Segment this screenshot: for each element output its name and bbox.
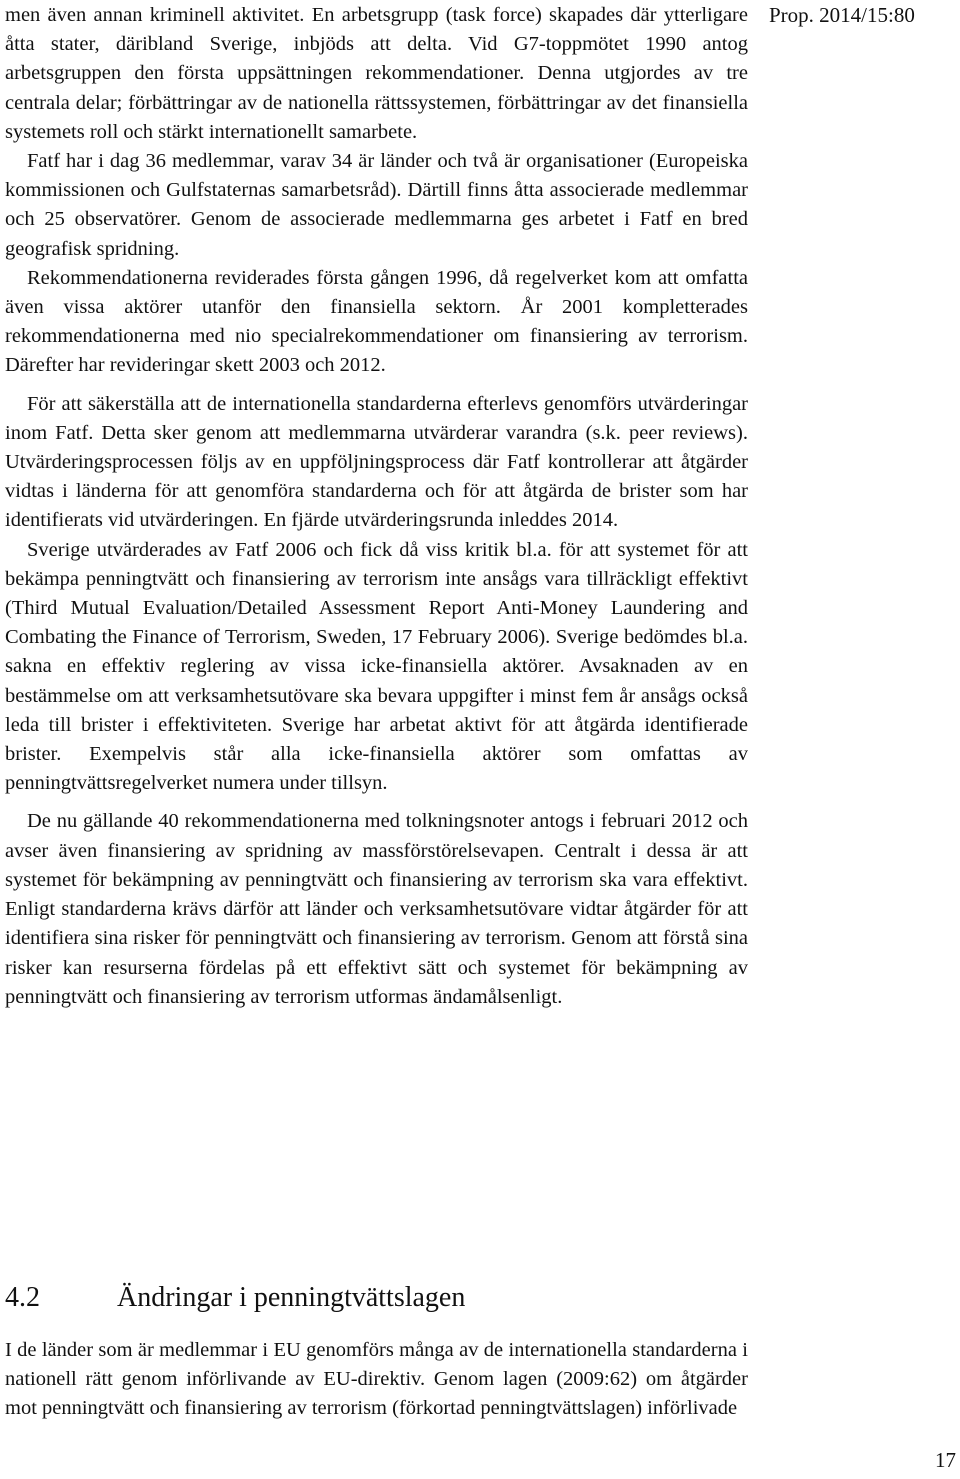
body-text <box>5 1 748 1012</box>
page-number: 17 <box>935 1448 956 1472</box>
paragraph: För att säkerställa att de internationella standarderna efterlevs genomförs utvärderingar inom Fatf. Detta sker genom att medlemmarna utvärderar varandra (s.k. peer reviews). Utvärderingsprocessen följs av en uppföljningsprocess där Fatf kontrollerar att åtgärder vidtas i länderna för att genomföra standarderna och för att åtgärda de brister som har identifierats vid utvärderingen. En fjärde utvärderingsrunda inleddes 2014. <box>5 392 748 532</box>
paragraph: Rekommendationerna reviderades första gången 1996, då regelverket kom att omfatta även vissa aktörer utanför den finansiella sektorn. År 2001 kompletterades rekommendationerna med nio specialrekommendationer om finansiering av terrorism. Därefter har revideringar skett 2003 och 2012. <box>5 266 748 377</box>
section-heading <box>5 1280 465 1316</box>
paragraph: De nu gällande 40 rekommendationerna med tolkningsnoter antogs i februari 2012 och avser även finansiering av spridning av massförstörelsevapen. Centralt i dessa är att systemet för bekämpning av penningtvätt och finansiering av terrorism ska vara effektivt. Enligt standarderna krävs därför att länder och verksamhetsutövare vidtar åtgärder för att identifiera sina risker för penningtvätt och finansiering av terrorism. Genom att förstå sina risker kan resurserna fördelas på ett effektivt sätt och systemet för bekämpning av penningtvätt och finansiering av terrorism utformas ändamålsenligt. <box>5 810 748 1008</box>
proposition-reference: Prop. 2014/15:80 <box>769 3 915 27</box>
section-title: Ändringar i penningtvättslagen <box>117 1282 466 1313</box>
section-number: 4.2 <box>5 1282 40 1313</box>
paragraph: Fatf har i dag 36 medlemmar, varav 34 är länder och två är organisationer (Europeiska kommissionen och Gulfstaternas samarbetsråd). Därtill finns åtta associerade medlemmar och 25 observatörer. Genom de associerade medlemmarna ges arbetet i Fatf en bred geografisk spridning. <box>5 150 748 260</box>
paragraph: Sverige utvärderades av Fatf 2006 och fick då viss kritik bl.a. för att systemet för att bekämpa penningtvätt och finansiering av terrorism inte ansågs vara tillräckligt effektivt (Third Mutual Evaluation/Detailed Assessment Report Anti-Money Laundering and Combating the Finance of Terrorism, Sweden, 17 February 2006). Sverige bedömdes bl.a. sakna en effektiv reglering av vissa icke-finansiella aktörer. Avsaknaden av en bestämmelse om att verksamhetsutövare ska bevara uppgifter i minst fem år ansågs också leda till brister i effektiviteten. Sverige har arbetat aktivt för att åtgärda identifierade brister. Exempelvis står alla icke-finansiella aktörer som omfattas av penningtvättsregelverket numera under tillsyn. <box>5 538 748 795</box>
paragraph: I de länder som är medlemmar i EU genomförs många av de internationella standarderna i nationell rätt genom införlivande av EU-direktiv. Genom lagen (2009:62) om åtgärder mot penningtvätt och finansiering av terrorism (förkortad penningtvättslagen) införlivade <box>5 1339 748 1420</box>
section-body <box>5 1336 748 1424</box>
paragraph: men även annan kriminell aktivitet. En arbetsgrupp (task force) skapades där ytterligare åtta stater, däribland Sverige, inbjöds att delta. Vid G7-toppmötet 1990 antog arbetsgruppen den första uppsättningen rekommendationer. Denna utgjordes av tre centrala delar; förbättringar av de nationella rättssystemen, förbättringar av det finansiella systemets roll och stärkt internationellt samarbete. <box>5 4 748 143</box>
